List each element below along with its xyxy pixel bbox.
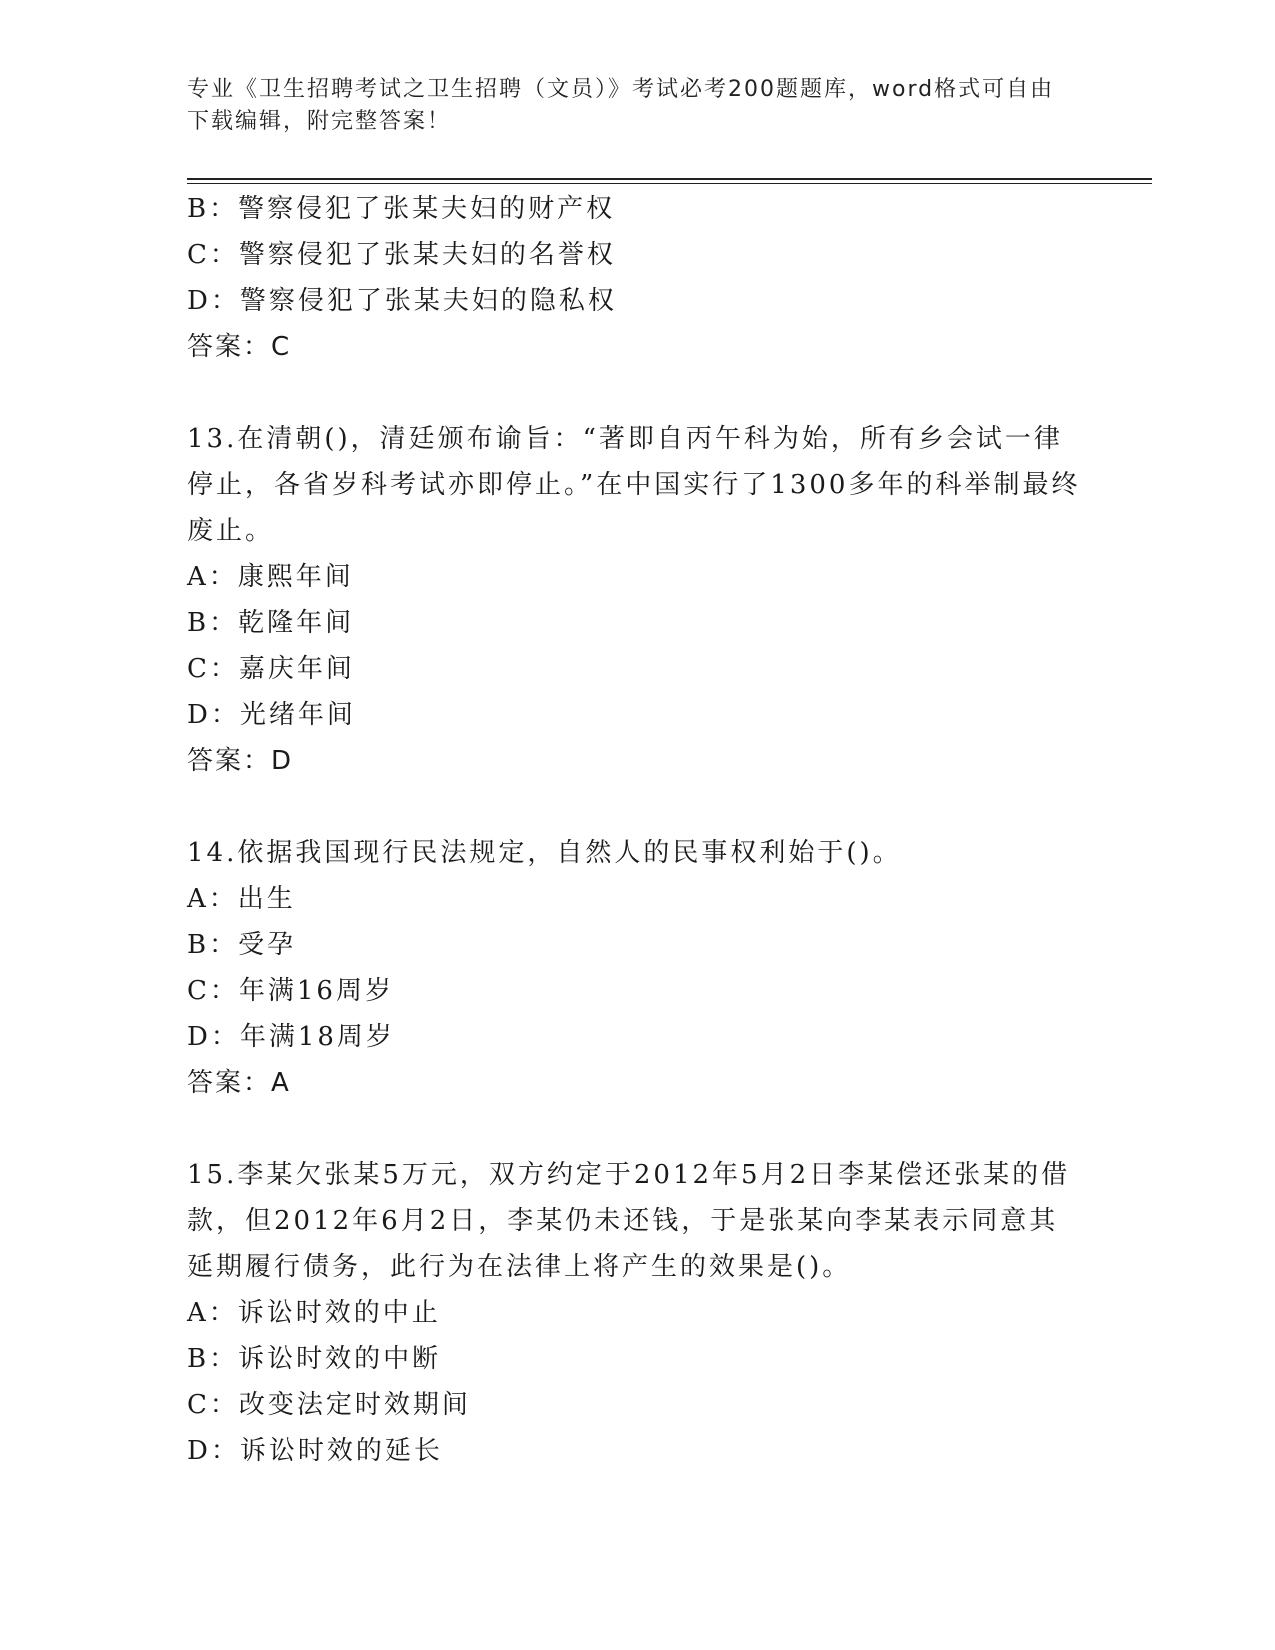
question-stem: 13.在清朝()，清廷颁布谕旨：“著即自丙午科为始，所有乡会试一律停止，各省岁科考试亦即停止。”在中国实行了1300多年的科举制最终废止。 xyxy=(187,424,1081,546)
option-a: A：诉讼时效的中止 xyxy=(187,1298,441,1328)
option-b: B：诉讼时效的中断 xyxy=(187,1344,442,1374)
question-stem: 15.李某欠张某5万元，双方约定于2012年5月2日李某偿还张某的借款，但2012年6月2日，李某仍未还钱，于是张某向李某表示同意其延期履行债务，此行为在法律上将产生的效果是()。 xyxy=(187,1160,1071,1282)
answer-label: 答案：A xyxy=(187,1068,291,1098)
option-b: B：乾隆年间 xyxy=(187,608,355,638)
header-divider-thick xyxy=(187,178,1152,180)
spacer xyxy=(187,370,1082,416)
option-b: B：警察侵犯了张某夫妇的财产权 xyxy=(187,194,616,224)
answer-label: 答案：C xyxy=(187,332,292,362)
answer-label: 答案：D xyxy=(187,746,294,776)
question-15 xyxy=(187,1152,1082,1474)
spacer xyxy=(187,1106,1082,1152)
option-d: D：警察侵犯了张某夫妇的隐私权 xyxy=(187,286,617,316)
question-stem: 14.依据我国现行民法规定，自然人的民事权利始于()。 xyxy=(187,838,902,868)
option-c: C：嘉庆年间 xyxy=(187,654,355,684)
document-header: 专业《卫生招聘考试之卫生招聘（文员）》考试必考200题题库，word格式可自由下载编辑，附完整答案！ xyxy=(187,77,1055,134)
question-list xyxy=(187,186,1082,1474)
question-14 xyxy=(187,830,1082,1106)
header-divider-thin xyxy=(187,183,1152,184)
question-13 xyxy=(187,416,1082,784)
option-a: A：康熙年间 xyxy=(187,562,354,592)
option-d: D：年满18周岁 xyxy=(187,1022,395,1052)
question-12-tail xyxy=(187,186,1082,370)
spacer xyxy=(187,784,1082,830)
option-d: D：光绪年间 xyxy=(187,700,356,730)
option-c: C：警察侵犯了张某夫妇的名誉权 xyxy=(187,240,616,270)
option-b: B：受孕 xyxy=(187,930,297,960)
option-c: C：年满16周岁 xyxy=(187,976,394,1006)
option-a: A：出生 xyxy=(187,884,296,914)
option-d: D：诉讼时效的延长 xyxy=(187,1436,443,1466)
option-c: C：改变法定时效期间 xyxy=(187,1390,471,1420)
